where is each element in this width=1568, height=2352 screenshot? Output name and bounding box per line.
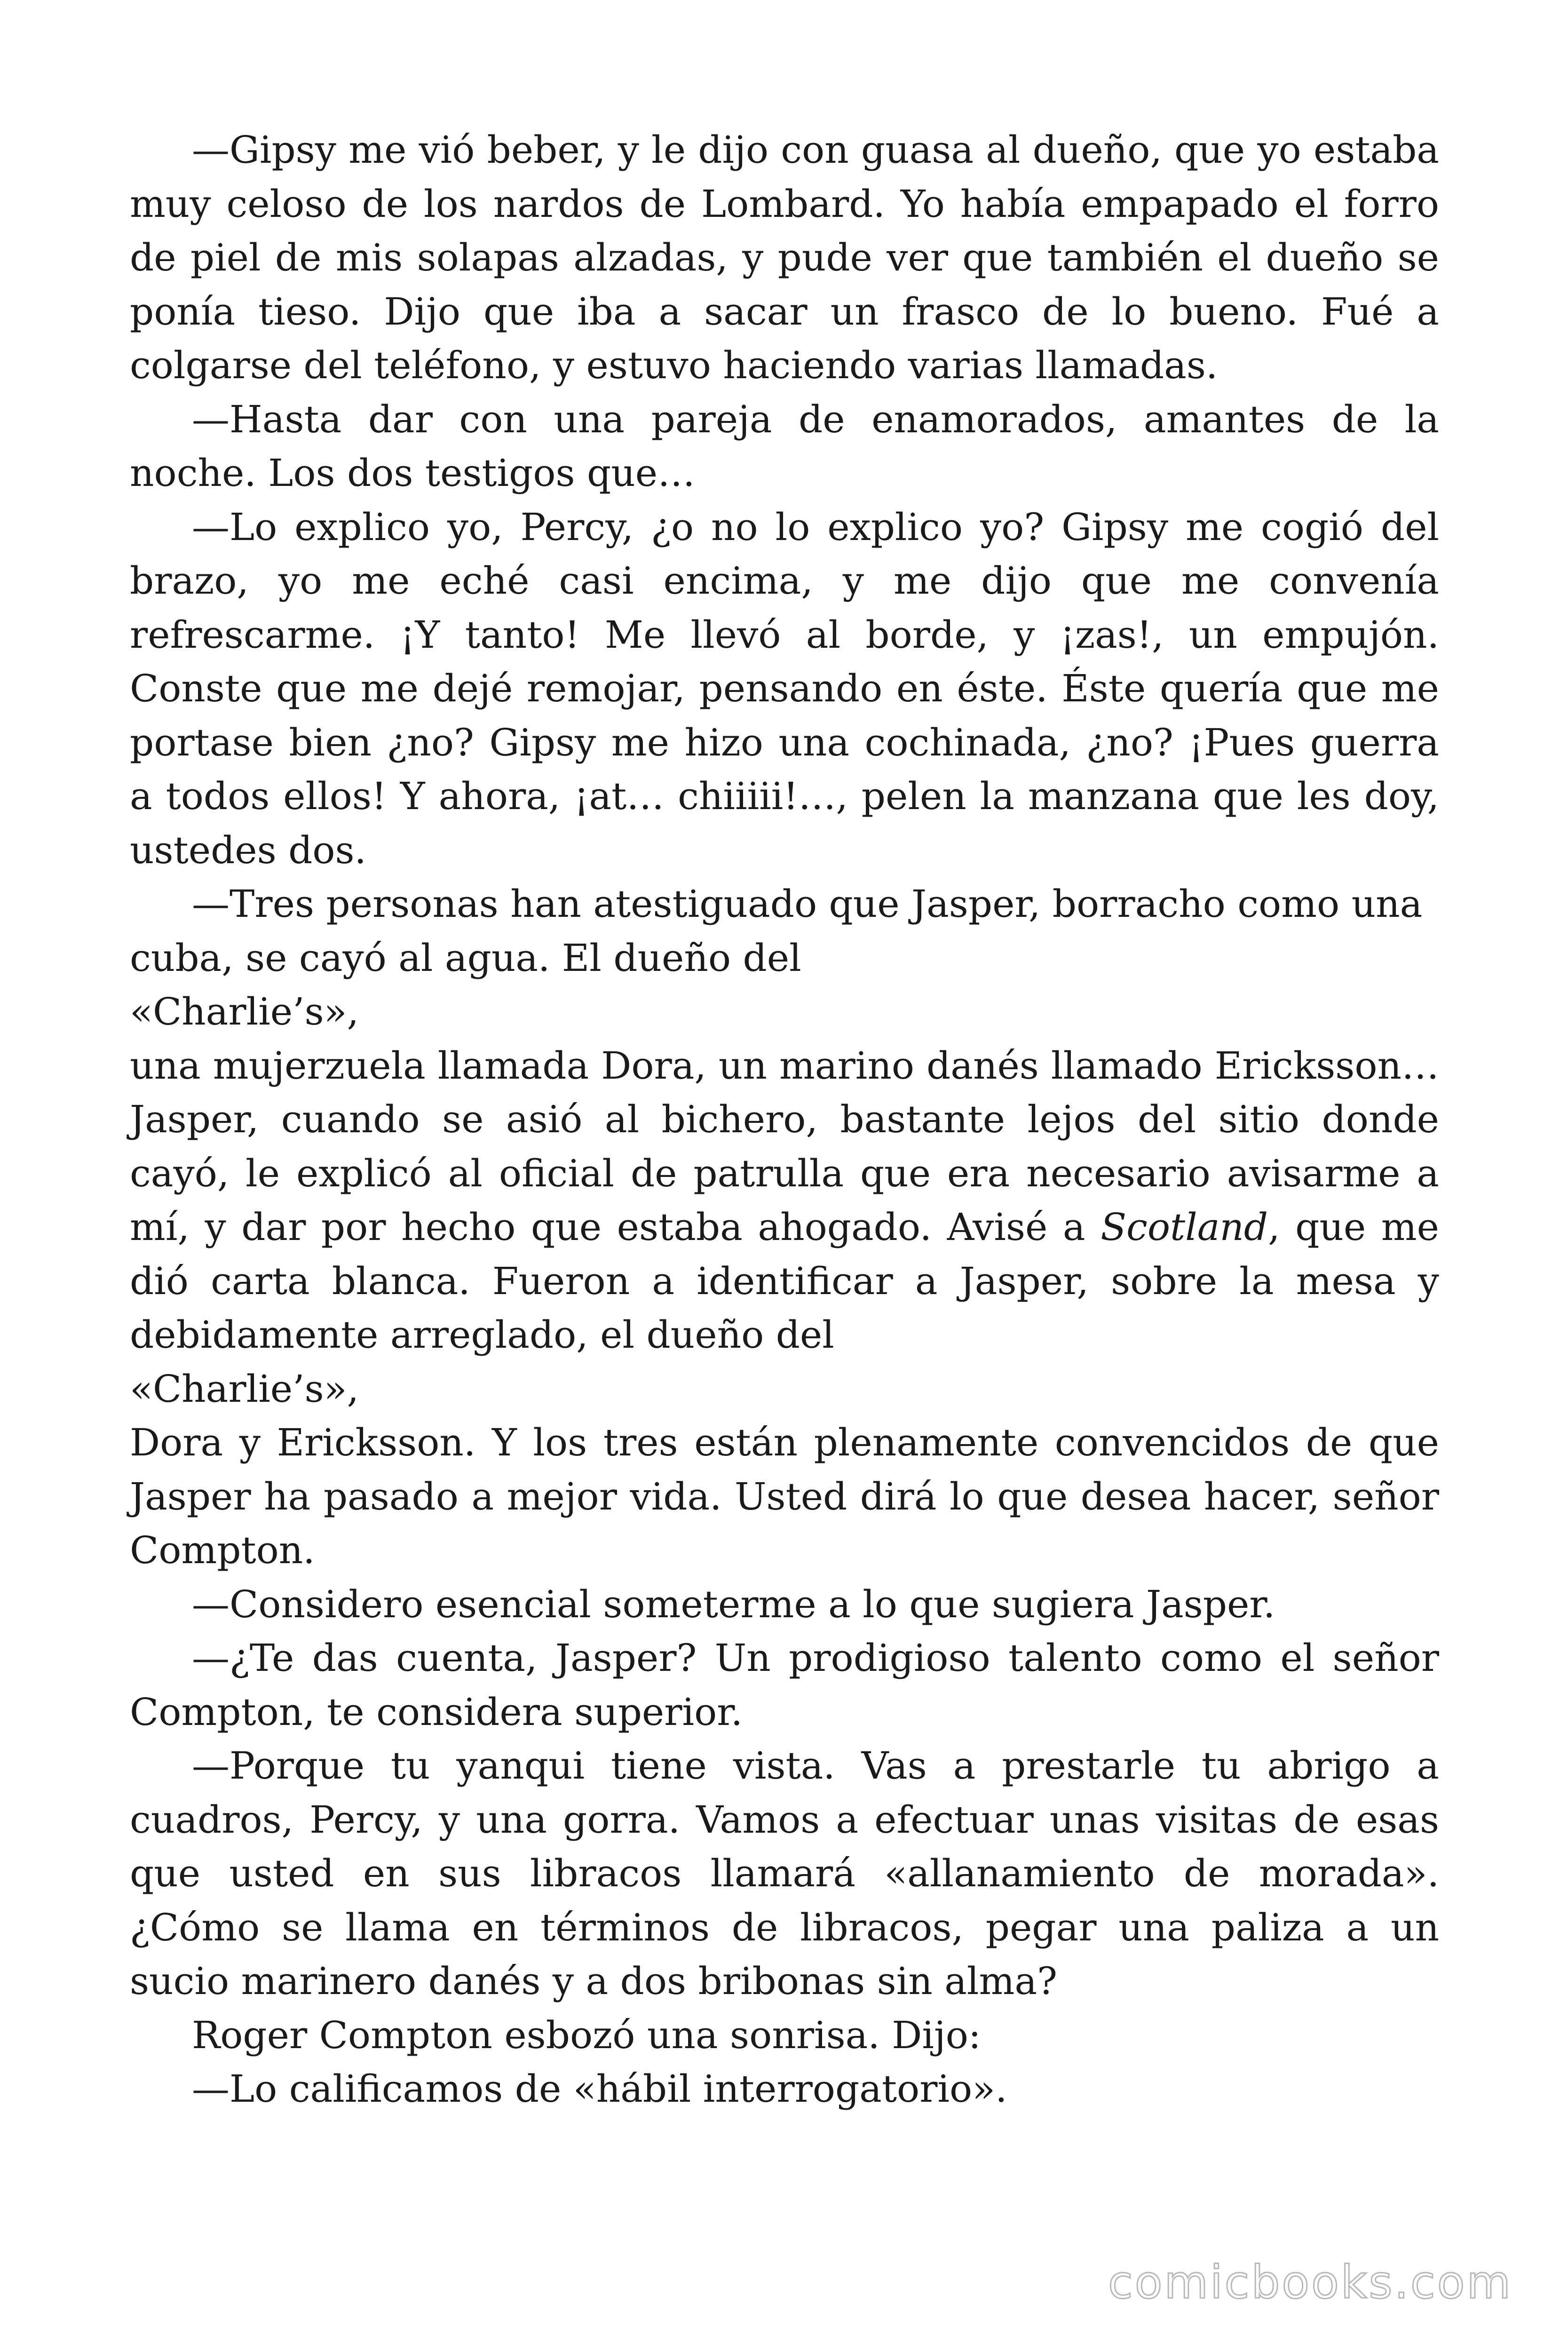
paragraph: Dora y Ericksson. Y los tres están plenamente convencidos de que Jasper ha pasado a mejor vida. Usted dirá lo que desea hacer, señor Compton. [130,1421,1439,1572]
paragraph: —Lo explico yo, Percy, ¿o no lo explico yo? Gipsy me cogió del brazo, yo me eché casi encima, y me dijo que me convenía refrescarme. ¡Y tanto! Me llevó al borde, y ¡zas!, un empujón. Conste que me dejé remojar, pensando en éste. Éste quería que me portase bien ¿no? Gipsy me hizo una cochinada, ¿no? ¡Pues guerra a todos ellos! Y ahora, ¡at… chiiiii!…, pelen la manzana que les doy, ustedes dos. [130,505,1439,872]
paragraph: —Gipsy me vió beber, y le dijo con guasa al dueño, que yo estaba muy celoso de los nardos de Lombard. Yo había empapado el forro de piel de mis solapas alzadas, y pude ver que también el dueño se ponía tieso. Dijo que iba a sacar un frasco de lo bueno. Fué a colgarse del teléfono, y estuvo haciendo varias llamadas. [130,128,1439,387]
paragraph: —¿Te das cuenta, Jasper? Un prodigioso talento como el señor Compton, te considera superior. [130,1636,1439,1734]
text-run: , que me dió carta blanca. Fueron a identificar a Jasper, sobre la mesa y debidamente arreglado, el dueño del [130,1205,1439,1357]
page-body [130,123,1439,2116]
paragraph: Roger Compton esbozó una sonrisa. Dijo: [192,2013,981,2057]
text-run: una mujerzuela llamada Dora, un marino danés llamado Ericksson… Jasper, cuando se asió al bichero, bastante lejos del sitio donde cayó, le explicó al oficial de patrulla que era necesario avisarme a mí, y dar por hecho que estaba ahogado. Avisé a [130,1043,1439,1249]
paragraph [130,1039,1439,1362]
paragraph: —Considero esencial someterme a lo que sugiera Jasper. [192,1582,1275,1626]
paragraph: «Charlie’s», [130,1367,359,1411]
paragraph: —Lo calificamos de «hábil interrogatorio». [192,2067,1007,2111]
italic-text: Scotland [1101,1205,1268,1249]
paragraph: —Hasta dar con una pareja de enamorados, amantes de la noche. Los dos testigos que… [130,397,1439,495]
paragraph: «Charlie’s», [130,990,359,1033]
paragraph: —Tres personas han atestiguado que Jasper, borracho como una cuba, se cayó al agua. El dueño del [130,882,1423,980]
paragraph: —Porque tu yanqui tiene vista. Vas a prestarle tu abrigo a cuadros, Percy, y una gorra. Vamos a efectuar unas visitas de esas que usted en sus libracos llamará «allanamiento de morada». ¿Cómo se llama en términos de libracos, pegar una paliza a un sucio marinero danés y a dos bribonas sin alma? [130,1744,1439,2003]
watermark: comicbooks.com [1108,2256,1513,2309]
